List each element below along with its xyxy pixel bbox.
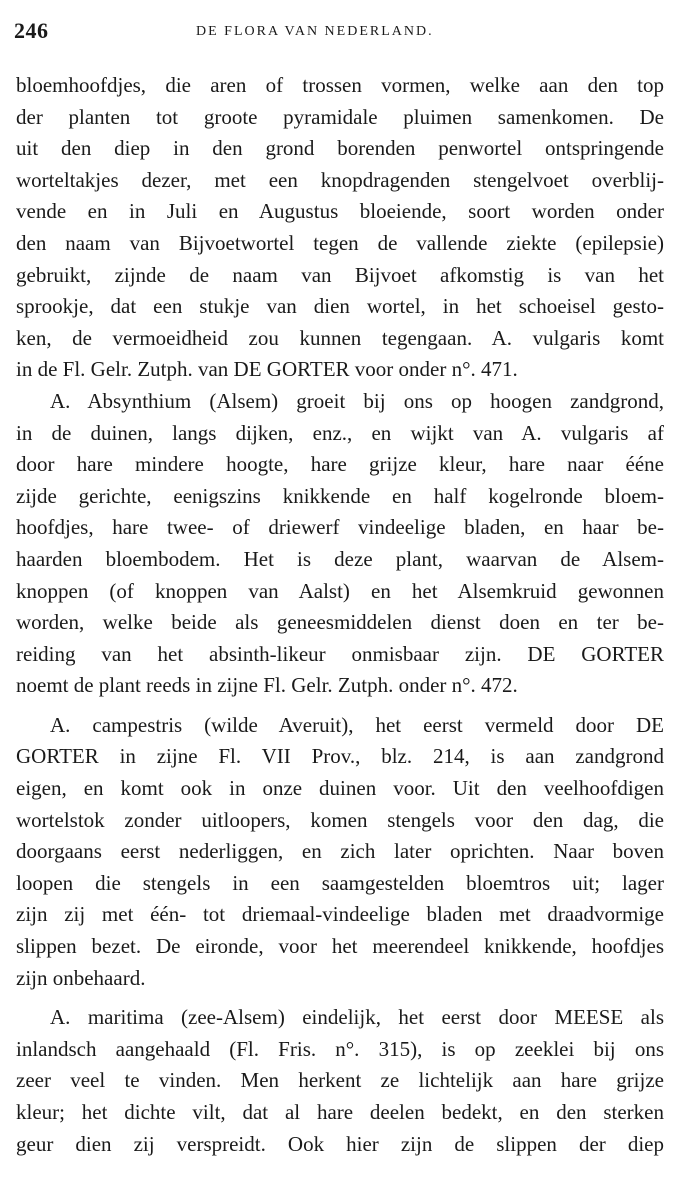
text-line: zijn onbehaard. (16, 965, 146, 990)
text-line: ken, de vermoeidheid zou kunnen tegengaan. A. vulgaris komt (16, 325, 664, 350)
text-line: eigen, en komt ook in onze duinen voor. Uit den veelhoofdigen (16, 776, 664, 801)
text-line: in de Fl. Gelr. Zutph. van DE GORTER voor onder n°. 471. (16, 357, 518, 382)
text-line: zeer veel te vinden. Men herkent ze lichtelijk aan hare grijze (16, 1068, 664, 1093)
text-line: kleur; het dichte vilt, dat al hare deelen bedekt, en den sterken (16, 1100, 664, 1124)
text-line: GORTER in zijne Fl. VII Prov., blz. 214, is aan zandgrond (16, 744, 664, 769)
text-line: haarden bloembodem. Het is deze plant, waarvan de Alsem- (16, 546, 664, 571)
text-line: loopen die stengels in een saamgestelden bloemtros uit; lager (16, 870, 664, 895)
text-line: slippen bezet. De eironde, voor het meerendeel knikkende, hoofdjes (16, 934, 664, 959)
text-line: noemt de plant reeds in zijne Fl. Gelr. Zutph. onder n°. 472. (16, 673, 518, 698)
text-line: geur dien zij verspreidt. Ook hier zijn de slippen der diep (16, 1131, 664, 1156)
text-line: hoofdjes, hare twee- of driewerf vindeelige bladen, en haar be- (16, 515, 664, 540)
running-title: DE FLORA VAN NEDERLAND. (196, 24, 434, 39)
text-line: inlandsch aangehaald (Fl. Fris. n°. 315), is op zeeklei bij ons (16, 1036, 664, 1061)
body-text (16, 70, 664, 1160)
text-line: den naam van Bijvoetwortel tegen de vallende ziekte (epilepsie) (16, 230, 664, 255)
text-line: vende en in Juli en Augustus bloeiende, soort worden onder (16, 199, 664, 224)
text-line: zijn zij met één- tot driemaal-vindeelige bladen met draadvormige (16, 902, 664, 927)
text-line: doorgaans eerst nederliggen, en zich later oprichten. Naar boven (16, 839, 664, 864)
text-line: worteltakjes dezer, met een knopdragenden stengelvoet overblij- (16, 167, 664, 192)
page-header (14, 18, 664, 48)
paragraph-gap (16, 702, 664, 710)
text-line: bloemhoofdjes, die aren of trossen vormen, welke aan den top (16, 73, 664, 97)
text-line: A. maritima (zee-Alsem) eindelijk, het eerst door MEESE als (50, 1005, 664, 1030)
text-line: uit den diep in den grond borenden penwortel ontspringende (16, 136, 664, 161)
text-line: zijde gerichte, eenigszins knikkende en half kogelronde bloem- (16, 483, 664, 508)
text-line: sprookje, dat een stukje van dien wortel, in het schoeisel gesto- (16, 294, 664, 319)
text-line: wortelstok zonder uitloopers, komen stengels voor den dag, die (16, 807, 664, 832)
text-line: door hare mindere hoogte, hare grijze kleur, hare naar éénе (16, 452, 664, 477)
text-line: in de duinen, langs dijken, enz., en wijkt van A. vulgaris af (16, 420, 664, 445)
text-line: gebruikt, zijnde de naam van Bijvoet afkomstig is van het (16, 262, 664, 287)
text-line: der planten tot groote pyramidale pluimen samenkomen. De (16, 104, 664, 129)
text-line: worden, welke beide als geneesmiddelen dienst doen en ter be- (16, 610, 664, 635)
text-line: A. Absynthium (Alsem) groeit bij ons op hoogen zandgrond, (50, 388, 664, 413)
text-line: knoppen (of knoppen van Aalst) en het Alsemkruid gewonnen (16, 578, 664, 603)
page-number: 246 (14, 18, 49, 43)
paragraph-gap (16, 994, 664, 1002)
text-line: reiding van het absinth-likeur onmisbaar zijn. DE GORTER (16, 641, 664, 666)
text-line: A. campestris (wilde Averuit), het eerst vermeld door DE (50, 712, 664, 737)
